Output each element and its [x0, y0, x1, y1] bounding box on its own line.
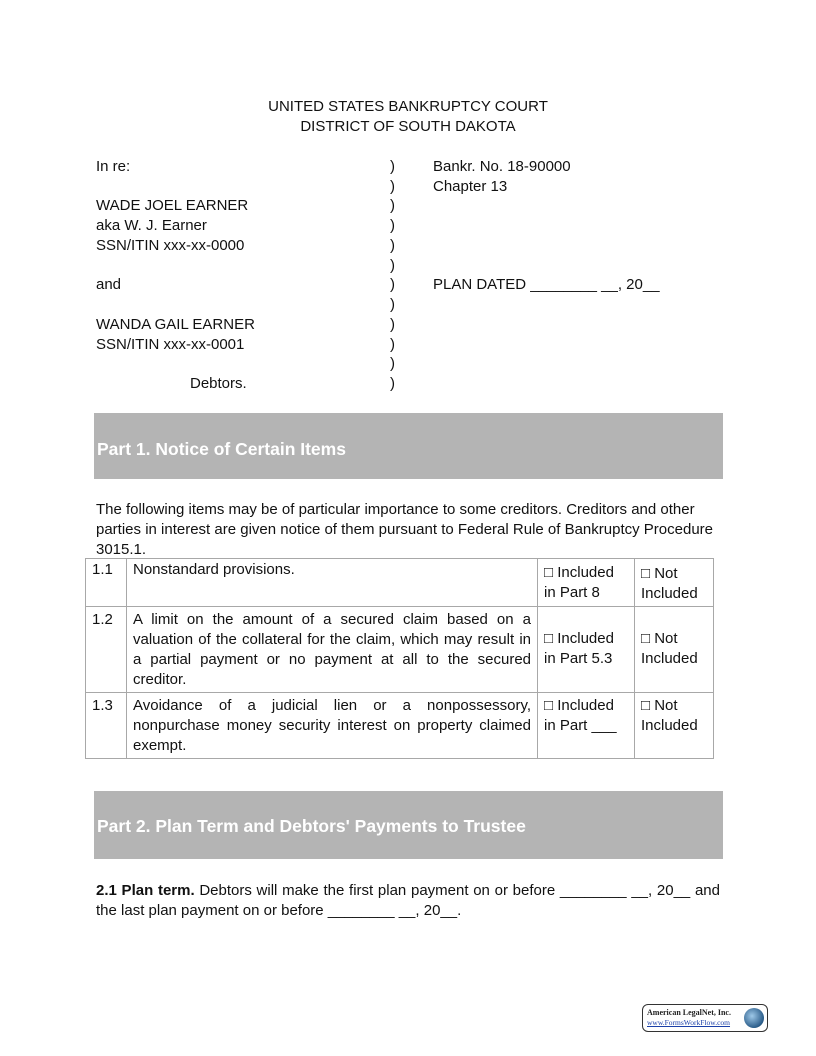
item-description: Nonstandard provisions.	[127, 559, 538, 607]
court-district: DISTRICT OF SOUTH DAKOTA	[300, 118, 516, 135]
caption-paren: )	[390, 257, 395, 274]
part1-banner	[94, 413, 723, 479]
table-row	[86, 693, 714, 759]
and-label: and	[96, 276, 122, 293]
logo-url[interactable]: www.FormsWorkFlow.com	[647, 1018, 731, 1027]
included-checkbox[interactable]: □ Included in Part ___	[538, 693, 635, 759]
item-number: 1.1	[86, 559, 127, 607]
plan-term-paragraph	[96, 881, 720, 921]
part2-title: Part 2. Plan Term and Debtors' Payments to Trustee	[97, 816, 526, 836]
debtor1-aka: aka W. J. Earner	[96, 217, 207, 234]
caption-paren: )	[390, 276, 395, 293]
item-number: 1.2	[86, 607, 127, 693]
debtor2-ssn: SSN/ITIN xxx-xx-0001	[96, 336, 245, 353]
plan-dated: PLAN DATED ________ __, 20__	[433, 276, 660, 293]
not-included-checkbox[interactable]: □ Not Included	[635, 693, 714, 759]
case-number: Bankr. No. 18-90000	[433, 158, 571, 175]
part1-intro: The following items may be of particular importance to some creditors. Creditors and other parties in interest are given notice of them pursuant to Federal Rule of Bankruptcy Procedure 3015.1.	[96, 501, 713, 558]
legalnet-logo[interactable]	[642, 1004, 768, 1032]
caption-paren: )	[390, 217, 395, 234]
caption-paren: )	[390, 237, 395, 254]
in-re-label: In re:	[96, 158, 131, 175]
debtor2-name: WANDA GAIL EARNER	[96, 316, 255, 333]
caption-paren: )	[390, 375, 395, 392]
part1-title: Part 1. Notice of Certain Items	[97, 439, 346, 459]
debtors-label: Debtors.	[190, 375, 247, 392]
caption-paren: )	[390, 296, 395, 313]
caption-paren: )	[390, 336, 395, 353]
included-checkbox[interactable]: □ Included in Part 5.3	[538, 607, 635, 693]
court-name: UNITED STATES BANKRUPTCY COURT	[268, 98, 548, 115]
table-row	[86, 559, 714, 607]
part2-banner	[94, 791, 723, 859]
caption-paren: )	[390, 316, 395, 333]
chapter: Chapter 13	[433, 178, 508, 195]
table-row	[86, 607, 714, 693]
caption-paren: )	[390, 355, 395, 372]
logo-company: American LegalNet, Inc.	[647, 1008, 731, 1017]
caption-paren: )	[390, 178, 395, 195]
debtor1-name: WADE JOEL EARNER	[96, 197, 249, 214]
not-included-checkbox[interactable]: □ Not Included	[635, 559, 714, 607]
not-included-checkbox[interactable]: □ Not Included	[635, 607, 714, 693]
debtor1-ssn: SSN/ITIN xxx-xx-0000	[96, 237, 245, 254]
plan-term-text: Debtors will make the first plan payment on or before ________ __, 20__ and the last plan payment on or before ________ __, 20__.	[96, 882, 720, 919]
item-description: A limit on the amount of a secured claim based on a valuation of the collateral for the claim, which may result in a partial payment or no payment at all to the secured creditor.	[127, 607, 538, 693]
caption-paren: )	[390, 197, 395, 214]
item-number: 1.3	[86, 693, 127, 759]
included-checkbox[interactable]: □ Included in Part 8	[538, 559, 635, 607]
item-description: Avoidance of a judicial lien or a nonpossessory, nonpurchase money security interest on property claimed exempt.	[127, 693, 538, 759]
caption-paren: )	[390, 158, 395, 175]
plan-term-label: 2.1 Plan term.	[96, 882, 195, 899]
notice-items-table	[85, 558, 714, 759]
globe-icon	[744, 1008, 764, 1028]
